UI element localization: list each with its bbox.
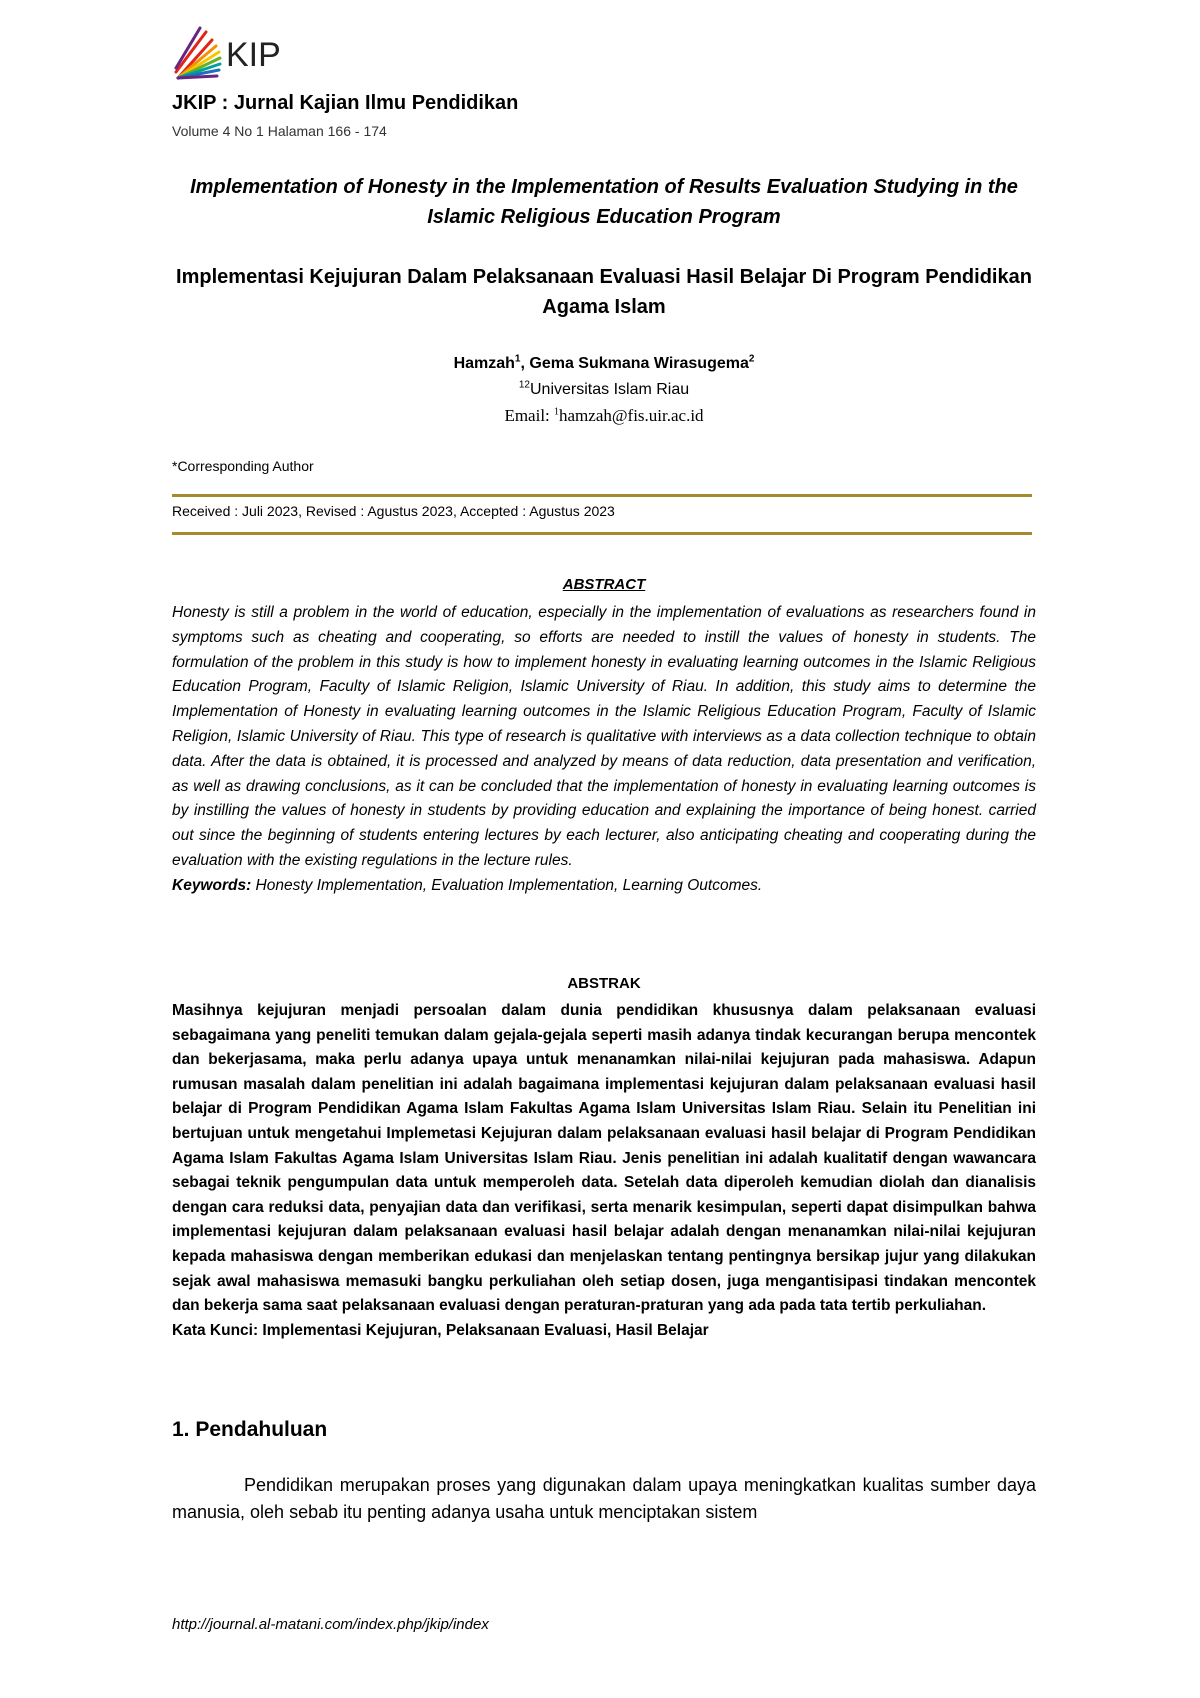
keywords-text: Honesty Implementation, Evaluation Implementation, Learning Outcomes.: [251, 876, 763, 894]
abstrak-heading: ABSTRAK: [567, 975, 641, 992]
email-address: hamzah@fis.uir.ac.id: [559, 406, 704, 425]
author-name: Gema Sukmana Wirasugema: [529, 355, 749, 372]
author-name: Hamzah: [453, 355, 515, 372]
abstract-section: [172, 601, 1036, 899]
email-label: Email:: [504, 406, 555, 425]
corresponding-author-note: *Corresponding Author: [172, 458, 314, 474]
author-affiliation-mark: 1: [514, 353, 521, 365]
volume-info: Volume 4 No 1 Halaman 166 - 174: [172, 123, 387, 139]
author-line: [172, 355, 1036, 373]
logo-text: KIP: [226, 36, 281, 74]
footer-url-link[interactable]: http://journal.al-matani.com/index.php/jkip/index: [172, 1616, 489, 1633]
journal-title: JKIP : Jurnal Kajian Ilmu Pendidikan: [172, 92, 519, 114]
abstrak-text: Masihnya kejujuran menjadi persoalan dalam dunia pendidikan khususnya dalam pelaksanaan evaluasi sebagaimana yang peneliti temukan dalam gejala-gejala seperti masih adanya tindak kecurangan berupa mencontek dan bekerjasama, maka perlu adanya upaya untuk menanamkan nilai-nilai kejujuran pada mahasiswa. Adapun rumusan masalah dalam penelitian ini adalah bagaimana implementasi kejujuran dalam pelaksanaan evaluasi hasil belajar di Program Pendidikan Agama Islam Fakultas Agama Islam Universitas Islam Riau. Selain itu Penelitian ini bertujuan untuk mengetahui Implemetasi Kejujuran dalam pelaksanaan evaluasi hasil belajar di Program Pendidikan Agama Islam Fakultas Agama Islam Universitas Islam Riau. Jenis penelitian ini adalah kualitatif dengan wawancara sebagai teknik pengumpulan data untuk memperoleh data. Setelah data diperoleh kemudian diolah dan dianalisis dengan cara reduksi data, penyajian data dan verifikasi, serta menarik kesimpulan, seperti dapat disimpulkan bahwa implementasi kejujuran dalam pelaksanaan evaluasi hasil belajar adalah dengan menanamkan nilai-nilai kejujuran kepada mahasiswa dengan memberikan edukasi dan menjelaskan tentang pentingnya bersikap jujur yang dilakukan sejak awal mahasiswa memasuki bangku perkuliahan oleh setiap dosen, juga mengantisipasi tindakan mencontek dan bekerja sama saat pelaksanaan evaluasi dengan peraturan-praturan yang ada pada tata tertib perkuliahan.: [172, 1002, 1036, 1315]
english-title: Implementation of Honesty in the Implementation of Results Evaluation Studying in the Islamic Religious Education Program: [190, 176, 1018, 228]
abstrak-section: [172, 999, 1036, 1343]
kata-kunci-label: Kata Kunci:: [172, 1321, 259, 1339]
keywords-label: Keywords:: [172, 876, 252, 894]
abstract-text: Honesty is still a problem in the world of education, especially in the implementation of evaluations as researchers found in symptoms such as cheating and cooperating, so efforts are needed to instill the values of honesty in students. The formulation of the problem in this study is how to implement honesty in evaluating learning outcomes in the Islamic Religious Education Program, Faculty of Islamic Religion, Islamic University of Riau. In addition, this study aims to determine the Implementation of Honesty in evaluating learning outcomes in the Islamic Religious Education Program, Faculty of Islamic Religion, Islamic University of Riau. This type of research is qualitative with interviews as a data collection technique to obtain data. After the data is obtained, it is processed and analyzed by means of data reduction, data presentation and verification, as well as drawing conclusions, as it can be concluded that the implementation of honesty in evaluating learning outcomes is by instilling the values of honesty in students by providing education and explaining the importance of being honest. carried out since the beginning of students entering lectures by each lecturer, also anticipating cheating and cooperating during the evaluation with the existing regulations in the lecture rules.: [172, 604, 1036, 869]
intro-paragraph: Pendidikan merupakan proses yang digunakan dalam upaya meningkatkan kualitas sumber daya manusia, oleh sebab itu penting adanya usaha untuk menciptakan sistem: [172, 1475, 1036, 1522]
kata-kunci-text: Implementasi Kejujuran, Pelaksanaan Evaluasi, Hasil Belajar: [258, 1321, 709, 1339]
submission-dates: Received : Juli 2023, Revised : Agustus 2023, Accepted : Agustus 2023: [172, 503, 615, 519]
section-heading: 1. Pendahuluan: [172, 1418, 328, 1441]
divider-top: [172, 494, 1032, 497]
author-affiliation-mark: 2: [748, 353, 755, 365]
logo-fan-icon: [172, 22, 292, 84]
email-mark: 1: [554, 406, 560, 418]
indonesian-title: Implementasi Kejujuran Dalam Pelaksanaan Evaluasi Hasil Belajar Di Program Pendidikan Agama Islam: [176, 266, 1032, 318]
affiliation-name: Universitas Islam Riau: [529, 381, 690, 398]
affiliation: [172, 381, 1036, 399]
journal-logo: [172, 22, 292, 84]
author-email: [172, 406, 1036, 426]
abstract-heading: ABSTRACT: [562, 576, 646, 593]
author-separator: ,: [520, 355, 530, 372]
divider-bottom: [172, 532, 1032, 535]
affiliation-mark: 12: [518, 379, 530, 391]
